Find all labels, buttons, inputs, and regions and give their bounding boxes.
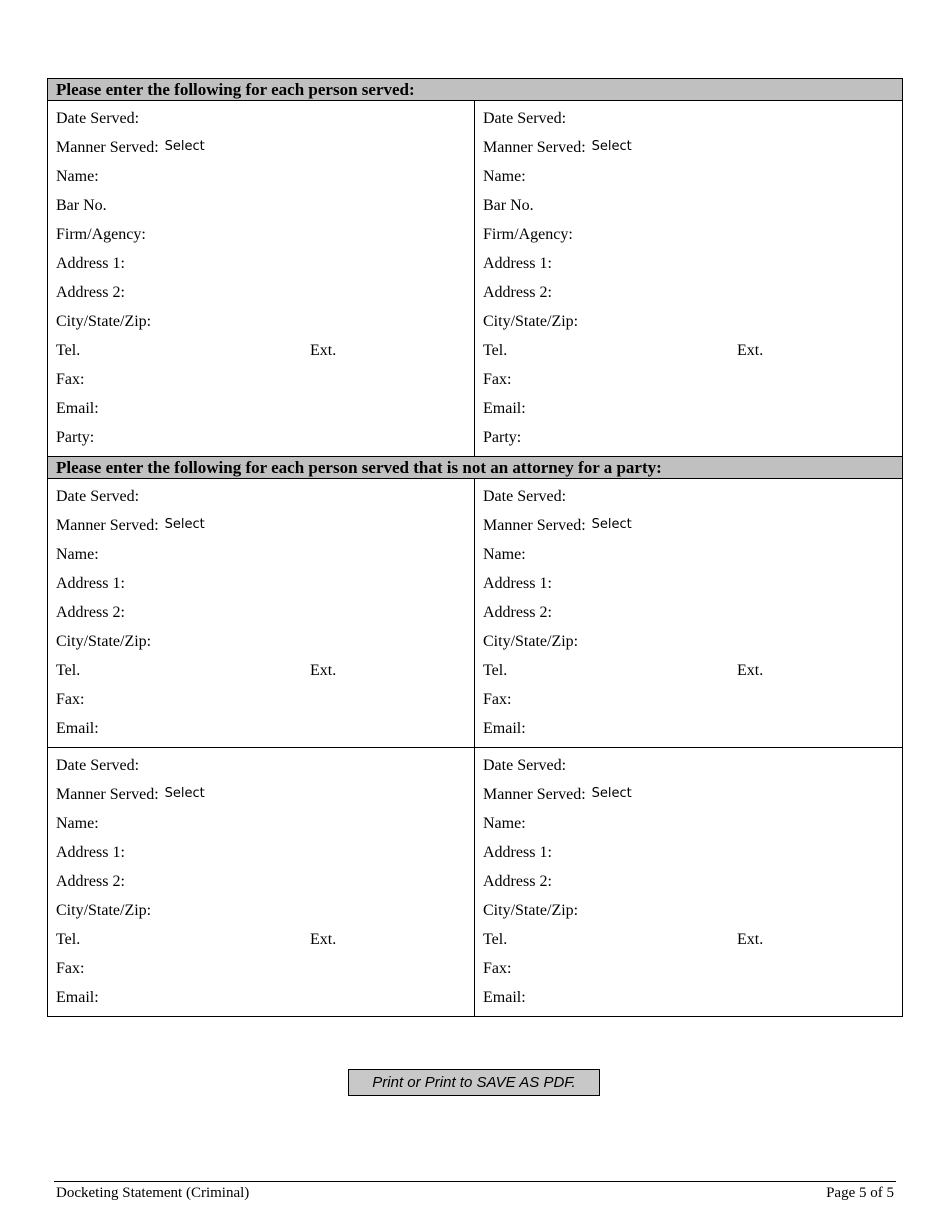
city-state-zip-label: City/State/Zip:	[483, 313, 579, 330]
address2-label: Address 2:	[56, 604, 125, 621]
fax-field[interactable]	[56, 689, 474, 718]
email-field[interactable]	[56, 398, 474, 427]
address2-label: Address 2:	[56, 284, 125, 301]
manner-served-label: Manner Served:	[483, 786, 586, 803]
fax-label: Fax:	[56, 960, 85, 977]
person-served-block	[48, 479, 475, 747]
name-label: Name:	[56, 815, 99, 832]
email-label: Email:	[56, 720, 99, 737]
manner-served-label: Manner Served:	[56, 517, 159, 534]
address1-label: Address 1:	[483, 255, 552, 272]
address1-field[interactable]	[56, 842, 474, 871]
ext-label: Ext.	[310, 931, 337, 948]
address1-field[interactable]	[483, 842, 902, 871]
city-state-zip-label: City/State/Zip:	[56, 313, 152, 330]
fax-field[interactable]	[56, 958, 474, 987]
email-label: Email:	[483, 400, 526, 417]
address2-label: Address 2:	[483, 604, 552, 621]
city-state-zip-field[interactable]	[56, 631, 474, 660]
section-heading-non-attorney: Please enter the following for each person served that is not an attorney for a party:	[48, 457, 902, 479]
date-served-label: Date Served:	[56, 110, 140, 127]
manner-served-label: Manner Served:	[483, 517, 586, 534]
ext-label: Ext.	[737, 342, 764, 359]
fax-field[interactable]	[56, 369, 474, 398]
print-button[interactable]: Print or Print to SAVE AS PDF.	[348, 1069, 600, 1096]
date-served-label: Date Served:	[483, 110, 567, 127]
city-state-zip-field[interactable]	[483, 631, 902, 660]
address1-label: Address 1:	[56, 255, 125, 272]
ext-label: Ext.	[737, 662, 764, 679]
manner-served-select[interactable]: Select	[591, 517, 632, 532]
ext-label: Ext.	[310, 662, 337, 679]
name-label: Name:	[483, 546, 526, 563]
address2-field[interactable]	[56, 602, 474, 631]
date-served-field[interactable]	[483, 755, 902, 784]
name-label: Name:	[483, 815, 526, 832]
name-label: Name:	[56, 168, 99, 185]
date-served-field[interactable]	[483, 108, 902, 137]
tel-label: Tel.	[56, 342, 81, 359]
person-served-block	[475, 101, 902, 456]
tel-field[interactable]	[56, 340, 474, 369]
address1-label: Address 1:	[56, 575, 125, 592]
party-field[interactable]	[56, 427, 474, 449]
name-label: Name:	[483, 168, 526, 185]
date-served-field[interactable]	[56, 755, 474, 784]
city-state-zip-field[interactable]	[483, 900, 902, 929]
name-field[interactable]	[483, 166, 902, 195]
city-state-zip-label: City/State/Zip:	[56, 633, 152, 650]
non-attorney-served-row	[48, 748, 902, 1016]
email-label: Email:	[483, 989, 526, 1006]
email-field[interactable]	[483, 987, 902, 1009]
manner-served-field[interactable]	[483, 137, 902, 166]
name-field[interactable]	[56, 166, 474, 195]
tel-label: Tel.	[483, 662, 508, 679]
city-state-zip-field[interactable]	[56, 311, 474, 340]
firm-agency-field[interactable]	[483, 224, 902, 253]
address2-label: Address 2:	[483, 873, 552, 890]
date-served-label: Date Served:	[56, 488, 140, 505]
email-field[interactable]	[56, 718, 474, 740]
fax-field[interactable]	[483, 958, 902, 987]
firm-agency-label: Firm/Agency:	[483, 226, 573, 243]
tel-field[interactable]	[483, 660, 902, 689]
manner-served-label: Manner Served:	[483, 139, 586, 156]
address1-label: Address 1:	[56, 844, 125, 861]
bar-no-field[interactable]	[483, 195, 902, 224]
email-label: Email:	[483, 720, 526, 737]
date-served-field[interactable]	[483, 486, 902, 515]
manner-served-field[interactable]	[483, 784, 902, 813]
city-state-zip-field[interactable]	[483, 311, 902, 340]
tel-field[interactable]	[56, 929, 474, 958]
section-heading-persons-served: Please enter the following for each person served:	[48, 79, 902, 101]
party-label: Party:	[483, 429, 522, 446]
non-attorney-served-row	[48, 479, 902, 748]
city-state-zip-label: City/State/Zip:	[56, 902, 152, 919]
date-served-field[interactable]	[56, 486, 474, 515]
manner-served-field[interactable]	[56, 137, 474, 166]
bar-no-label: Bar No.	[56, 197, 107, 214]
footer-page-number: Page 5 of 5	[826, 1185, 894, 1201]
manner-served-select[interactable]: Select	[164, 139, 205, 154]
city-state-zip-label: City/State/Zip:	[483, 902, 579, 919]
address2-field[interactable]	[483, 602, 902, 631]
fax-field[interactable]	[483, 689, 902, 718]
name-field[interactable]	[483, 544, 902, 573]
manner-served-select[interactable]: Select	[164, 786, 205, 801]
address1-field[interactable]	[56, 573, 474, 602]
date-served-field[interactable]	[56, 108, 474, 137]
name-field[interactable]	[56, 544, 474, 573]
manner-served-select[interactable]: Select	[591, 786, 632, 801]
date-served-label: Date Served:	[483, 488, 567, 505]
address2-field[interactable]	[56, 282, 474, 311]
manner-served-select[interactable]: Select	[591, 139, 632, 154]
tel-label: Tel.	[56, 931, 81, 948]
fax-label: Fax:	[483, 691, 512, 708]
tel-label: Tel.	[56, 662, 81, 679]
date-served-label: Date Served:	[56, 757, 140, 774]
address2-label: Address 2:	[56, 873, 125, 890]
fax-label: Fax:	[483, 371, 512, 388]
address1-field[interactable]	[56, 253, 474, 282]
attorney-served-row	[48, 101, 902, 457]
firm-agency-label: Firm/Agency:	[56, 226, 146, 243]
manner-served-field[interactable]	[483, 515, 902, 544]
email-label: Email:	[56, 989, 99, 1006]
service-form	[47, 78, 903, 1017]
tel-label: Tel.	[483, 342, 508, 359]
manner-served-label: Manner Served:	[56, 786, 159, 803]
name-field[interactable]	[56, 813, 474, 842]
ext-label: Ext.	[310, 342, 337, 359]
person-served-block	[475, 479, 902, 747]
name-label: Name:	[56, 546, 99, 563]
tel-field[interactable]	[483, 929, 902, 958]
city-state-zip-label: City/State/Zip:	[483, 633, 579, 650]
email-label: Email:	[56, 400, 99, 417]
fax-field[interactable]	[483, 369, 902, 398]
fax-label: Fax:	[56, 371, 85, 388]
tel-field[interactable]	[56, 660, 474, 689]
date-served-label: Date Served:	[483, 757, 567, 774]
tel-field[interactable]	[483, 340, 902, 369]
party-field[interactable]	[483, 427, 902, 449]
manner-served-select[interactable]: Select	[164, 517, 205, 532]
manner-served-field[interactable]	[56, 784, 474, 813]
address1-field[interactable]	[483, 253, 902, 282]
address1-label: Address 1:	[483, 844, 552, 861]
address2-field[interactable]	[56, 871, 474, 900]
email-field[interactable]	[483, 718, 902, 740]
tel-label: Tel.	[483, 931, 508, 948]
ext-label: Ext.	[737, 931, 764, 948]
name-field[interactable]	[483, 813, 902, 842]
footer-document-title: Docketing Statement (Criminal)	[56, 1185, 250, 1201]
email-field[interactable]	[56, 987, 474, 1009]
address1-label: Address 1:	[483, 575, 552, 592]
footer-divider	[54, 1181, 896, 1182]
bar-no-label: Bar No.	[483, 197, 534, 214]
firm-agency-field[interactable]	[56, 224, 474, 253]
address2-field[interactable]	[483, 282, 902, 311]
address2-field[interactable]	[483, 871, 902, 900]
address1-field[interactable]	[483, 573, 902, 602]
person-served-block	[475, 748, 902, 1016]
party-label: Party:	[56, 429, 95, 446]
email-field[interactable]	[483, 398, 902, 427]
fax-label: Fax:	[483, 960, 512, 977]
city-state-zip-field[interactable]	[56, 900, 474, 929]
person-served-block	[48, 101, 475, 456]
fax-label: Fax:	[56, 691, 85, 708]
manner-served-label: Manner Served:	[56, 139, 159, 156]
bar-no-field[interactable]	[56, 195, 474, 224]
person-served-block	[48, 748, 475, 1016]
address2-label: Address 2:	[483, 284, 552, 301]
manner-served-field[interactable]	[56, 515, 474, 544]
